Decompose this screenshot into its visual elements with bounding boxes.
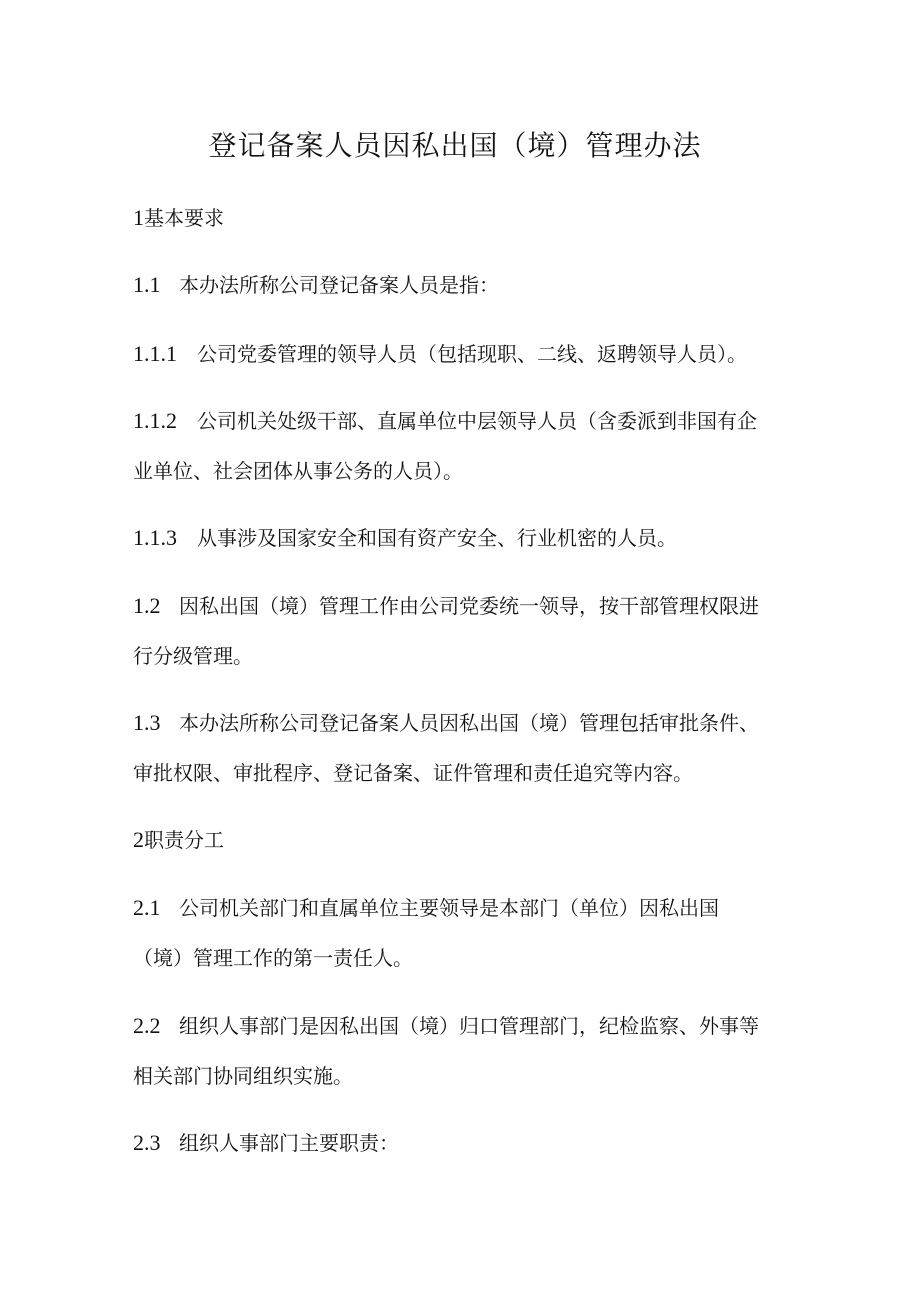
- clause-continuation: [133, 759, 693, 787]
- clause-continuation: [133, 1062, 353, 1090]
- section-heading-text: 职责分工: [144, 828, 224, 852]
- document-title: 登记备案人员因私出国（境）管理办法: [208, 129, 702, 162]
- clause-number: 1.2: [133, 593, 161, 618]
- clause-text: 相关部门协同组织实施。: [133, 1064, 353, 1088]
- clause-text: 组织人事部门主要职责：: [179, 1131, 399, 1155]
- clause-1-2: [133, 592, 759, 620]
- clause-text: 从事涉及国家安全和国有资产安全、行业机密的人员。: [197, 526, 677, 550]
- clause-number: 1.1.2: [133, 408, 177, 433]
- clause-text: 公司党委管理的领导人员（包括现职、二线、返聘领导人员）。: [197, 342, 747, 366]
- clause-continuation: [133, 944, 413, 972]
- section-number: 2: [133, 827, 144, 852]
- clause-text: 组织人事部门是因私出国（境）归口管理部门，纪检监察、外事等: [179, 1014, 759, 1038]
- clause-number: 1.3: [133, 710, 161, 735]
- section-heading-text: 基本要求: [144, 206, 224, 230]
- clause-1-1: [133, 271, 499, 299]
- clause-2-3: [133, 1129, 399, 1157]
- clause-number: 1.1: [133, 272, 161, 297]
- clause-number: 2.1: [133, 895, 161, 920]
- clause-1-1-2: [133, 407, 757, 435]
- clause-2-2: [133, 1012, 759, 1040]
- section-heading-2: [133, 826, 224, 854]
- clause-continuation: [133, 457, 463, 485]
- clause-number: 1.1.1: [133, 341, 177, 366]
- clause-text: 公司机关处级干部、直属单位中层领导人员（含委派到非国有企: [197, 409, 757, 433]
- clause-continuation: [133, 642, 253, 670]
- clause-1-3: [133, 709, 759, 737]
- clause-1-1-1: [133, 340, 747, 368]
- clause-text: （境）管理工作的第一责任人。: [133, 946, 413, 970]
- clause-text: 公司机关部门和直属单位主要领导是本部门（单位）因私出国: [179, 896, 719, 920]
- clause-2-1: [133, 894, 719, 922]
- clause-text: 本办法所称公司登记备案人员因私出国（境）管理包括审批条件、: [179, 711, 759, 735]
- section-number: 1: [133, 205, 144, 230]
- clause-text: 审批权限、审批程序、登记备案、证件管理和责任追究等内容。: [133, 761, 693, 785]
- clause-text: 行分级管理。: [133, 644, 253, 668]
- clause-text: 因私出国（境）管理工作由公司党委统一领导，按干部管理权限进: [179, 594, 759, 618]
- clause-number: 2.2: [133, 1013, 161, 1038]
- clause-text: 业单位、社会团体从事公务的人员）。: [133, 459, 463, 483]
- clause-text: 本办法所称公司登记备案人员是指：: [179, 273, 499, 297]
- clause-number: 2.3: [133, 1130, 161, 1155]
- section-heading-1: [133, 204, 224, 232]
- clause-number: 1.1.3: [133, 525, 177, 550]
- clause-1-1-3: [133, 524, 677, 552]
